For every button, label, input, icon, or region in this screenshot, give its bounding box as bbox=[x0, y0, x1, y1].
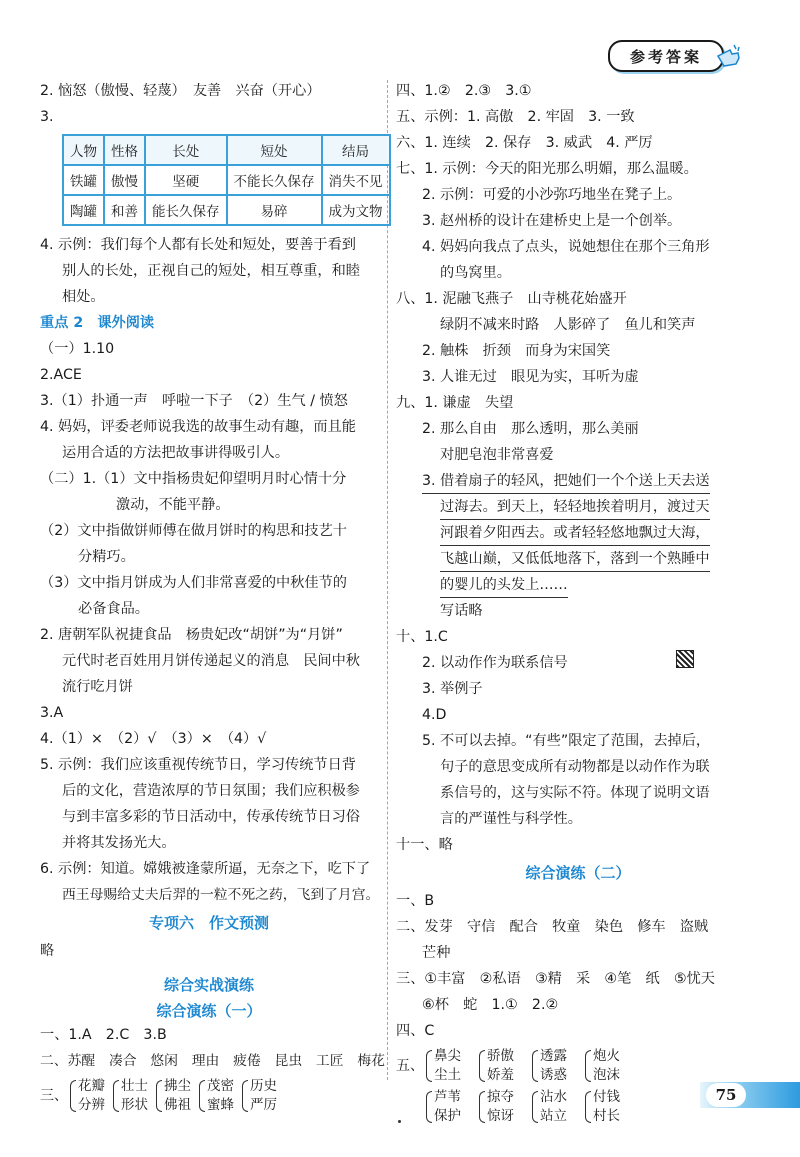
answer-line bbox=[396, 572, 760, 598]
answer-line: 十一、略 bbox=[396, 837, 453, 853]
answer-line: 四、C bbox=[396, 1023, 435, 1039]
word-pair: 芦苇 保护 bbox=[426, 1088, 461, 1126]
answer-line: 2. 那么自由 那么透明，那么美丽 bbox=[422, 421, 639, 437]
answer-line: 一、1.A 2.C 3.B bbox=[40, 1027, 167, 1043]
answer-line: 3. bbox=[40, 109, 54, 125]
table-cell: 消失不见 bbox=[322, 165, 390, 195]
word-pair: 炮火 泡沫 bbox=[585, 1047, 620, 1085]
answer-line: 2.ACE bbox=[40, 367, 82, 383]
qr-code-icon bbox=[676, 650, 694, 668]
answer-line: 3. 人谁无过 眼见为实，耳听为虚 bbox=[422, 369, 639, 385]
section-heading: 综合实战演练 bbox=[163, 976, 254, 994]
answer-line: 运用合适的方法把故事讲得吸引人。 bbox=[62, 445, 290, 461]
answer-line: 九、1. 谦虚 失望 bbox=[396, 395, 514, 411]
answer-line: 4.D bbox=[422, 707, 447, 723]
table-cell: 易碎 bbox=[227, 195, 322, 225]
section-heading: 重点 2 课外阅读 bbox=[40, 315, 155, 331]
answer-line: （一）1.10 bbox=[40, 341, 115, 357]
answer-line: 三、①丰富 ②私语 ③精 采 ④笔 纸 ⑤忧天 bbox=[396, 971, 715, 987]
answer-line: 6. 示例：知道。嫦娥被逢蒙所逼，无奈之下，吃下了 bbox=[40, 861, 371, 877]
answer-line: 二、发芽 守信 配合 牧童 染色 修车 盗贼 bbox=[396, 919, 709, 935]
table-header-cell: 短处 bbox=[227, 135, 322, 165]
word-pair: 茂密 蜜蜂 bbox=[199, 1077, 234, 1115]
ruled-answer-line: 3. 借着扇子的轻风，把她们一个个送上天去送 bbox=[422, 469, 710, 494]
ruled-answer-line: 过海去。到天上，轻轻地挨着明月，渡过天 bbox=[440, 495, 710, 520]
answer-key-badge: 参考答案 bbox=[608, 40, 724, 72]
answer-line: 四、1.② 2.③ 3.① bbox=[396, 83, 532, 99]
answer-line: 西王母赐给丈夫后羿的一粒不死之药，飞到了月宫。 bbox=[62, 887, 380, 903]
answer-line: 2. 恼怒（傲慢、轻蔑） 友善 兴奋（开心） bbox=[40, 83, 321, 99]
table-header-cell: 人物 bbox=[63, 135, 104, 165]
answer-line: 3. 赵州桥的设计在建桥史上是一个创举。 bbox=[422, 213, 682, 229]
section-heading: 综合演练（一） bbox=[156, 1002, 262, 1020]
table-row bbox=[63, 195, 390, 225]
answer-line bbox=[396, 546, 760, 572]
word-pair: 壮士 形状 bbox=[113, 1077, 148, 1115]
table-header-cell: 长处 bbox=[145, 135, 227, 165]
answer-line bbox=[396, 494, 760, 520]
answer-label: 三、 bbox=[40, 1088, 68, 1104]
table-header-row bbox=[63, 135, 390, 165]
answer-line: 系信号的，这与实际不符。体现了说明文语 bbox=[440, 785, 710, 801]
table-cell: 傲慢 bbox=[104, 165, 145, 195]
table-cell: 坚硬 bbox=[145, 165, 227, 195]
answer-line: 2. 触株 折颈 而身为宋国笑 bbox=[422, 343, 611, 359]
ruled-answer-line: 河跟着夕阳西去。或者轻轻悠地飘过大海， bbox=[440, 521, 710, 546]
right-column bbox=[396, 78, 760, 1129]
answer-line: 五、示例：1. 高傲 2. 牢固 3. 一致 bbox=[396, 109, 635, 125]
answer-line: 六、1. 连续 2. 保存 3. 威武 4. 严厉 bbox=[396, 135, 653, 151]
answer-line: 别人的长处，正视自己的短处，相互尊重，和睦 bbox=[62, 263, 360, 279]
answer-line: 言的严谨性与科学性。 bbox=[440, 811, 582, 827]
column-divider bbox=[387, 80, 388, 1080]
ruled-answer-line: 的婴儿的头发上…… bbox=[440, 573, 568, 598]
page-dot bbox=[398, 1120, 401, 1123]
answer-line: 2. 以动作作为联系信号 bbox=[422, 655, 568, 671]
answer-line: （二）1.（1）文中指杨贵妃仰望明月时心情十分 bbox=[40, 471, 347, 487]
answer-line: 元代时老百姓用月饼传递起义的消息 民间中秋 bbox=[62, 653, 360, 669]
answer-line: 3.（1）扑通一声 呼啦一下子 （2）生气 / 愤怒 bbox=[40, 393, 348, 409]
answer-line: 激动，不能平静。 bbox=[116, 497, 230, 513]
answer-line: （3）文中指月饼成为人们非常喜爱的中秋佳节的 bbox=[40, 575, 347, 591]
table-cell: 和善 bbox=[104, 195, 145, 225]
table-cell: 能长久保存 bbox=[145, 195, 227, 225]
answer-line: 5. 示例：我们应该重视传统节日，学习传统节日背 bbox=[40, 757, 356, 773]
answer-line: 2. 唐朝军队祝捷食品 杨贵妃改“胡饼”为“月饼” bbox=[40, 627, 343, 643]
answer-line: 七、1. 示例：今天的阳光那么明媚，那么温暖。 bbox=[396, 161, 698, 177]
answer-line: 句子的意思变成所有动物都是以动作作为联 bbox=[440, 759, 710, 775]
page-number: 75 bbox=[706, 1083, 746, 1107]
answer-line: 3.A bbox=[40, 705, 64, 721]
answer-line: 绿阴不减来时路 人影碎了 鱼儿和笑声 bbox=[440, 317, 696, 333]
answer-line: （2）文中指做饼师傅在做月饼时的构思和技艺十 bbox=[40, 523, 347, 539]
answer-line: 必备食品。 bbox=[78, 601, 149, 617]
word-pair: 历史 严厉 bbox=[242, 1077, 277, 1115]
answer-line: 对肥皂泡非常喜爱 bbox=[440, 447, 554, 463]
word-pair: 鼻尖 尘土 bbox=[426, 1047, 461, 1085]
answer-line: 分精巧。 bbox=[78, 549, 135, 565]
answer-label: 五、 bbox=[396, 1058, 424, 1074]
answer-line: ⑥杯 蛇 1.① 2.② bbox=[422, 997, 559, 1013]
answer-line: 十、1.C bbox=[396, 629, 448, 645]
answer-line: 流行吃月饼 bbox=[62, 679, 133, 695]
answer-line: 后的文化，营造浓厚的节日氛围；我们应积极参 bbox=[62, 783, 360, 799]
answer-line: 4. 示例：我们每个人都有长处和短处，要善于看到 bbox=[40, 237, 356, 253]
answer-line: 芒种 bbox=[422, 945, 451, 961]
brace-group-row bbox=[40, 1077, 378, 1115]
answer-line: 4. 妈妈向我点了点头，说她想住在那个三角形 bbox=[422, 239, 710, 255]
word-pair: 付钱 村长 bbox=[585, 1088, 620, 1126]
word-pair: 花瓣 分辨 bbox=[70, 1077, 105, 1115]
answer-line: 4. 妈妈，评委老师说我选的故事生动有趣，而且能 bbox=[40, 419, 356, 435]
answer-line: 相处。 bbox=[62, 289, 105, 305]
word-pair: 拂尘 佛祖 bbox=[156, 1077, 191, 1115]
answer-line: 3. 举例子 bbox=[422, 681, 483, 697]
answer-line bbox=[396, 520, 760, 546]
word-pair: 掠夺 惊讶 bbox=[479, 1088, 514, 1126]
table-cell: 不能长久保存 bbox=[227, 165, 322, 195]
table-header-cell: 结局 bbox=[322, 135, 390, 165]
answer-line: 一、B bbox=[396, 893, 435, 909]
left-column bbox=[40, 78, 385, 1118]
answer-line: 八、1. 泥融飞燕子 山寺桃花始盛开 bbox=[396, 291, 627, 307]
answer-line bbox=[396, 468, 760, 494]
table-cell: 铁罐 bbox=[63, 165, 104, 195]
answer-line: 与到丰富多彩的节日活动中，传承传统节日习俗 bbox=[62, 809, 360, 825]
answer-line: 4.（1）× （2）√ （3）× （4）√ bbox=[40, 731, 267, 747]
answer-line: 略 bbox=[40, 943, 55, 959]
answer-line: 二、苏醒 凑合 悠闲 理由 疲倦 昆虫 工匠 梅花 bbox=[40, 1053, 385, 1069]
answer-line: 2. 示例：可爱的小沙弥巧地坐在凳子上。 bbox=[422, 187, 682, 203]
pointing-hand-icon bbox=[714, 42, 742, 72]
table-cell: 陶罐 bbox=[63, 195, 104, 225]
ruled-answer-line: 飞越山巅，又低低地落下，落到一个熟睡中 bbox=[440, 547, 710, 572]
answer-line: 5. 不可以去掉。“有些”限定了范围，去掉后， bbox=[422, 733, 711, 749]
section-heading: 专项六 作文预测 bbox=[148, 914, 269, 932]
word-pair: 骄傲 娇羞 bbox=[479, 1047, 514, 1085]
table-cell: 成为文物 bbox=[322, 195, 390, 225]
word-pair: 透露 诱惑 bbox=[532, 1047, 567, 1085]
character-table bbox=[62, 134, 391, 226]
word-pair: 沾水 站立 bbox=[532, 1088, 567, 1126]
table-header-cell: 性格 bbox=[104, 135, 145, 165]
answer-line: 的鸟窝里。 bbox=[440, 265, 511, 281]
brace-group-row bbox=[396, 1047, 760, 1085]
table-row bbox=[63, 165, 390, 195]
answer-line: 并将其发扬光大。 bbox=[62, 835, 176, 851]
answer-line: 写话略 bbox=[440, 603, 483, 619]
section-heading: 综合演练（二） bbox=[525, 864, 631, 882]
